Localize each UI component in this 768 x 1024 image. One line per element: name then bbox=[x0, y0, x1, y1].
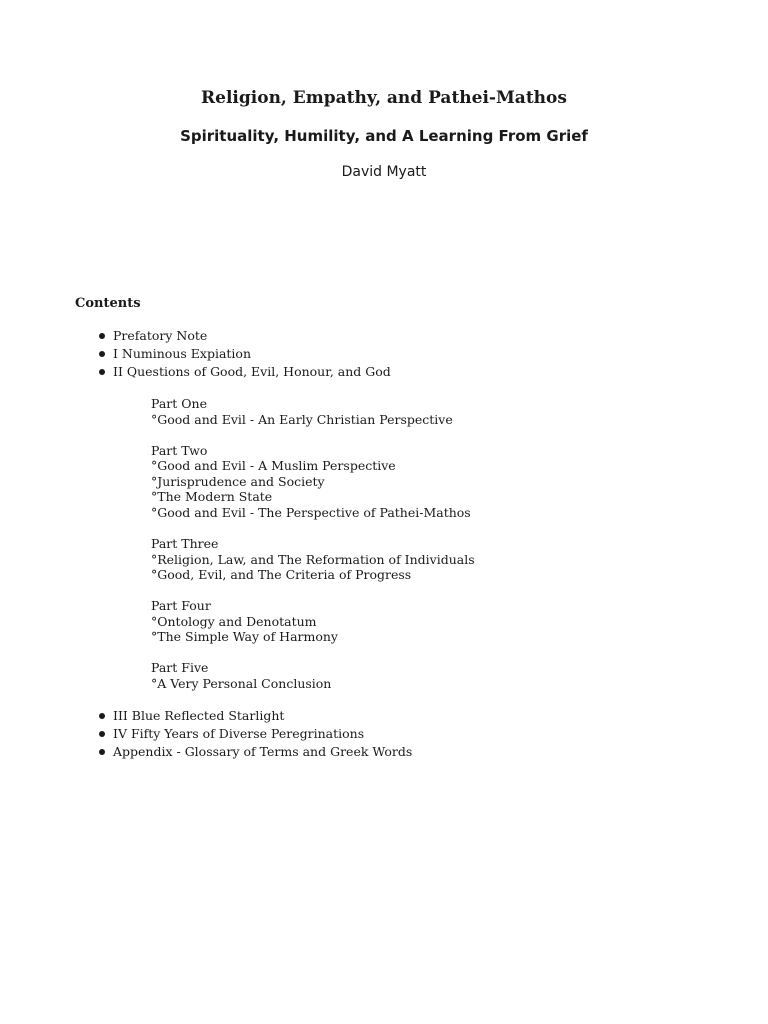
bullet-icon bbox=[99, 333, 105, 339]
toc-item-label: IV Fifty Years of Diverse Peregrinations bbox=[113, 726, 365, 741]
part-group-five bbox=[151, 660, 475, 691]
toc-parts bbox=[151, 396, 475, 707]
bullet-icon bbox=[99, 731, 105, 737]
part-section-link[interactable]: °Good, Evil, and The Criteria of Progress bbox=[151, 567, 412, 583]
part-label: Part One bbox=[151, 396, 207, 411]
contents-heading: Contents bbox=[75, 296, 141, 311]
part-label: Part Five bbox=[151, 660, 209, 676]
bullet-icon bbox=[99, 749, 105, 755]
toc-item-fifty-years[interactable] bbox=[0, 725, 412, 743]
document-author: David Myatt bbox=[341, 164, 427, 180]
document-subtitle: Spirituality, Humility, and A Learning From Grief bbox=[180, 127, 588, 145]
document-title: Religion, Empathy, and Pathei-Mathos bbox=[201, 88, 567, 108]
part-section-link[interactable]: °Good and Evil - A Muslim Perspective bbox=[151, 458, 396, 474]
part-group-three bbox=[151, 536, 475, 583]
toc-list-bottom bbox=[0, 707, 412, 761]
bullet-icon bbox=[99, 351, 105, 357]
toc-item-label: II Questions of Good, Evil, Honour, and God bbox=[113, 364, 391, 379]
toc-item-label: Appendix - Glossary of Terms and Greek Words bbox=[113, 744, 413, 759]
part-section-link[interactable]: °Jurisprudence and Society bbox=[151, 473, 325, 489]
toc-item-blue-reflected-starlight[interactable] bbox=[0, 707, 412, 725]
part-group-four bbox=[151, 598, 475, 645]
toc-item-numinous-expiation[interactable] bbox=[0, 345, 391, 363]
part-section-link[interactable]: °Religion, Law, and The Reformation of Individuals bbox=[151, 551, 475, 567]
part-group-one bbox=[151, 396, 475, 427]
part-label: Part Four bbox=[151, 598, 211, 614]
part-section-link[interactable]: °The Simple Way of Harmony bbox=[151, 629, 338, 645]
toc-list-top bbox=[0, 327, 391, 381]
part-section-link[interactable]: °The Modern State bbox=[151, 489, 273, 505]
bullet-icon bbox=[99, 713, 105, 719]
toc-item-appendix-glossary[interactable] bbox=[0, 743, 412, 761]
toc-item-label: I Numinous Expiation bbox=[113, 346, 251, 361]
toc-item-label: III Blue Reflected Starlight bbox=[113, 708, 285, 723]
toc-item-label: Prefatory Note bbox=[113, 328, 208, 343]
part-label: Part Three bbox=[151, 535, 219, 551]
part-section-link[interactable]: °A Very Personal Conclusion bbox=[151, 675, 332, 691]
part-section-link[interactable]: °Ontology and Denotatum bbox=[151, 613, 317, 629]
part-group-two bbox=[151, 443, 475, 521]
bullet-icon bbox=[99, 369, 105, 375]
part-label: Part Two bbox=[151, 442, 208, 458]
toc-item-questions-of-good-evil[interactable] bbox=[0, 363, 391, 381]
part-section-link[interactable]: °Good and Evil - An Early Christian Perspective bbox=[151, 411, 453, 427]
toc-item-prefatory-note[interactable] bbox=[0, 327, 391, 345]
part-section-link[interactable]: °Good and Evil - The Perspective of Pathei-Mathos bbox=[151, 504, 471, 520]
